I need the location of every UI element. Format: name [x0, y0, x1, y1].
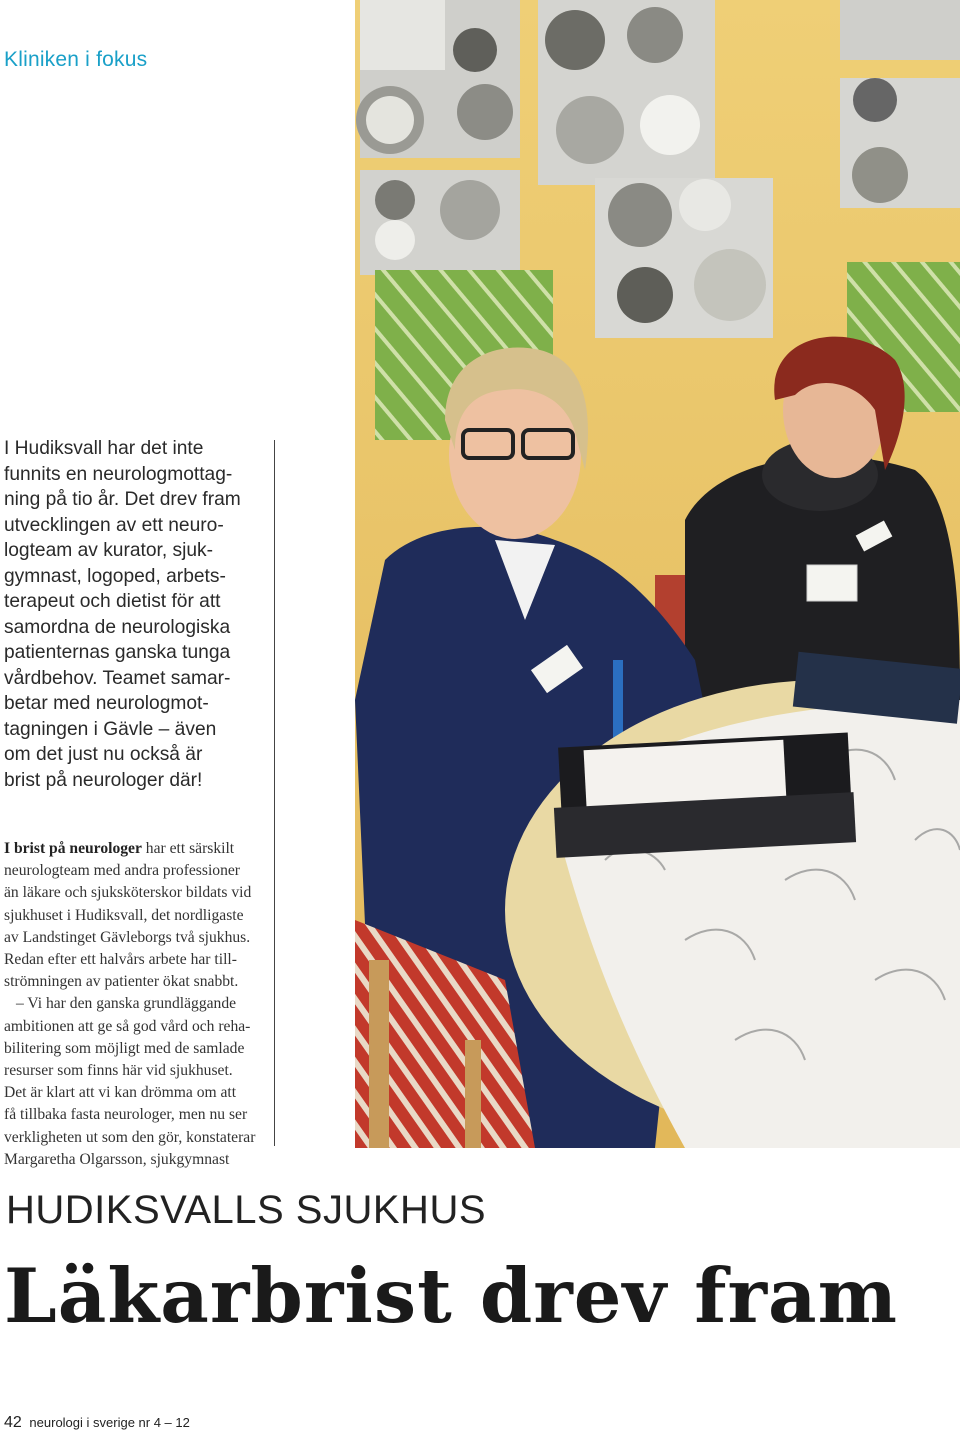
- lead-line: gymnast, logoped, arbets-: [4, 565, 226, 587]
- lead-line: funnits en neurologmottag-: [4, 463, 233, 485]
- column-divider: [274, 440, 275, 1146]
- lead-line: vårdbehov. Teamet samar-: [4, 667, 231, 689]
- lead-line: brist på neurologer där!: [4, 769, 203, 791]
- publication-name: neurologi i sverige nr 4 – 12: [29, 1415, 190, 1430]
- body-line: än läkare och sjuksköterskor bildats vid: [4, 884, 252, 902]
- body-line: sjukhuset i Hudiksvall, det nordligaste: [4, 906, 244, 924]
- body-line: Det är klart att vi kan drömma om att: [4, 1084, 237, 1102]
- body-line: Margaretha Olgarsson, sjukgymnast: [4, 1150, 230, 1168]
- body-line: få tillbaka fasta neurologer, men nu ser: [4, 1106, 248, 1124]
- lead-line: utvecklingen av ett neuro-: [4, 514, 224, 536]
- lead-paragraph: [4, 436, 266, 793]
- headline: Läkarbrist drev fram: [4, 1252, 898, 1340]
- lead-line: betar med neurologmot-: [4, 693, 209, 714]
- body-line-text: har ett särskilt: [141, 840, 235, 857]
- body-lead-in: I brist på neurologer: [4, 840, 142, 857]
- section-label: Kliniken i fokus: [4, 48, 148, 71]
- kicker: HUDIKSVALLS SJUKHUS: [6, 1188, 487, 1232]
- lead-line: om det just nu också är: [4, 744, 203, 765]
- lead-line: tagningen i Gävle – även: [4, 718, 217, 740]
- lead-line: I Hudiksvall har det inte: [4, 438, 204, 459]
- body-text: [4, 838, 270, 1171]
- body-line: [4, 838, 270, 860]
- body-line: – Vi har den ganska grundläggande: [16, 995, 237, 1013]
- body-line: ambitionen att ge så god vård och reha-: [4, 1017, 251, 1035]
- lead-line: logteam av kurator, sjuk-: [4, 540, 214, 561]
- lead-line: terapeut och dietist för att: [4, 591, 221, 612]
- body-line: resurser som finns här vid sjukhuset.: [4, 1062, 233, 1080]
- body-line: verkligheten ut som den gör, konstaterar: [4, 1128, 256, 1146]
- team-photo: [355, 0, 960, 1148]
- body-line: strömningen av patienter ökat snabbt.: [4, 973, 239, 991]
- page-footer: [4, 1414, 190, 1432]
- body-line: av Landstinget Gävleborgs två sjukhus.: [4, 928, 251, 946]
- lead-line: ning på tio år. Det drev fram: [4, 489, 241, 510]
- page-number: 42: [4, 1414, 22, 1431]
- body-line: neurologteam med andra professioner: [4, 862, 240, 880]
- lead-line: patienternas ganska tunga: [4, 642, 231, 663]
- body-line: Redan efter ett halvårs arbete har till-: [4, 951, 237, 969]
- body-line: bilitering som möjligt med de samlade: [4, 1039, 245, 1057]
- lead-line: samordna de neurologiska: [4, 616, 231, 638]
